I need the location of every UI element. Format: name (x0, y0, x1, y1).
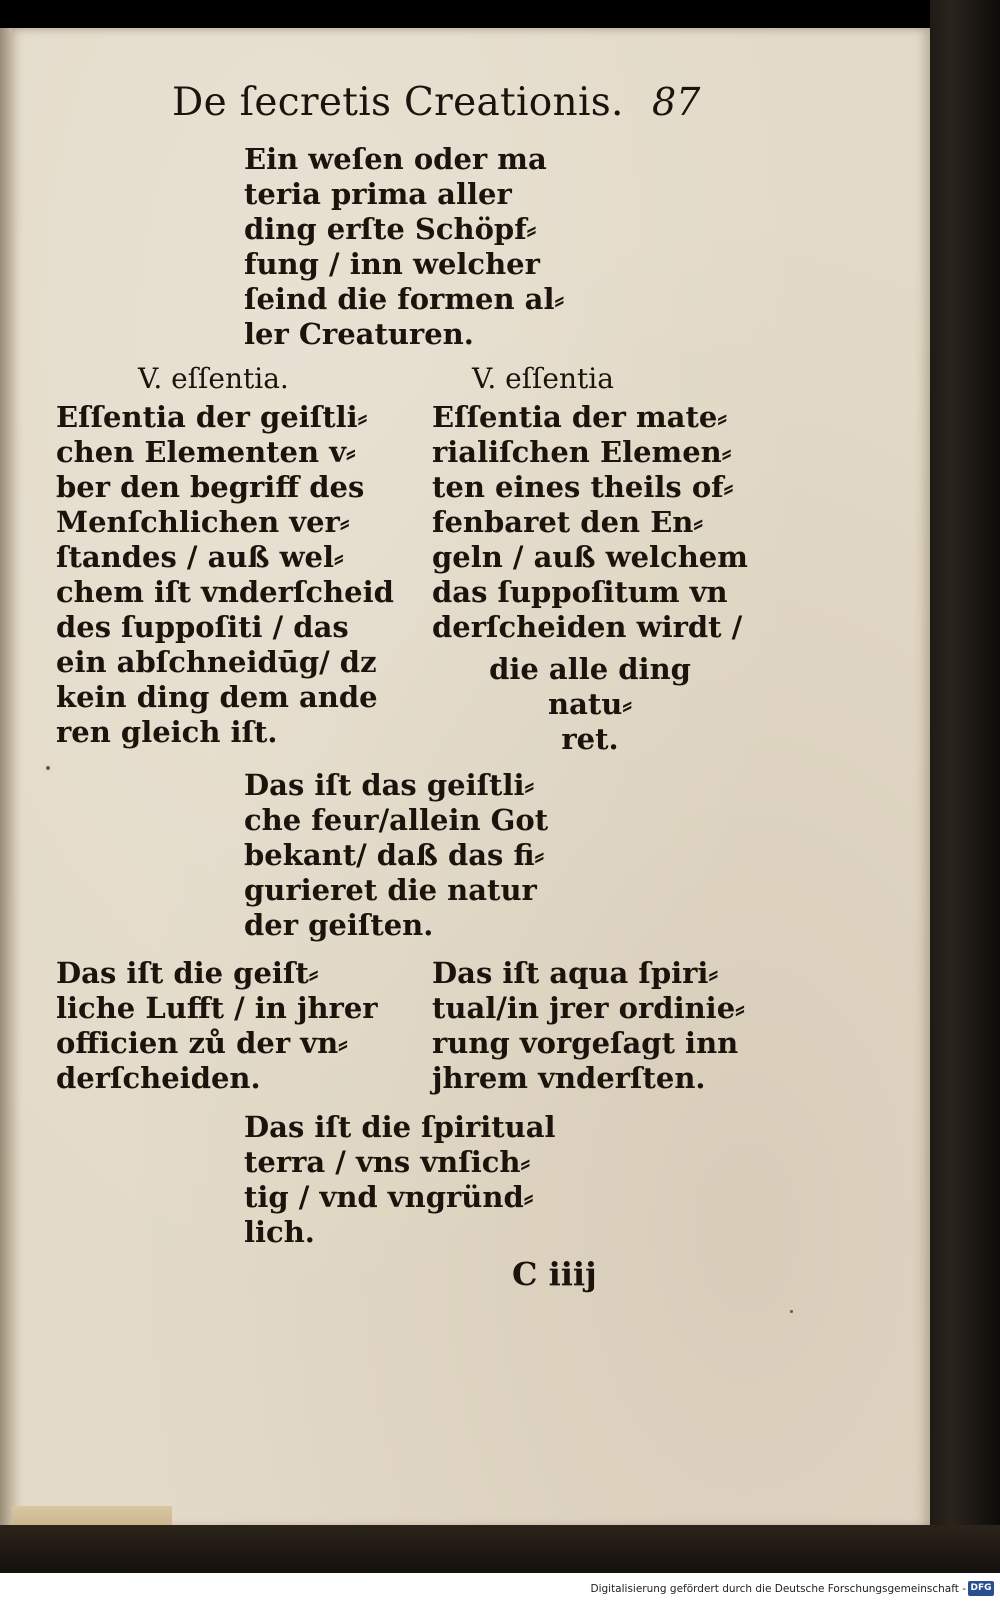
text-line: des ſuppoſiti / das (56, 610, 349, 644)
right-column (432, 400, 748, 645)
text-line: der geiſten. (244, 908, 434, 942)
right-lower-block (432, 956, 745, 1096)
text-line: chen Elementen v⸗ (56, 435, 356, 469)
text-line: rialiſchen Elemen⸗ (432, 435, 732, 469)
funding-credit: Digitalisierung gefördert durch die Deutsche Forschungsgemeinschaft - (590, 1583, 966, 1595)
text-line: Eſſentia der mate⸗ (432, 400, 727, 434)
text-line: liche Lufft / in jhrer (56, 991, 378, 1025)
left-lower-block (56, 956, 378, 1096)
text-line: ſtandes / auß wel⸗ (56, 540, 344, 574)
text-line: ten eines theils of⸗ (432, 470, 734, 504)
text-line: Ein weſen oder ma (244, 142, 547, 176)
text-line: ren gleich iſt. (56, 715, 278, 749)
text-line: terra / vns vnſich⸗ (244, 1145, 531, 1179)
text-line: rung vorgeſagt inn (432, 1026, 739, 1060)
signature-mark: C iiij (512, 1255, 597, 1293)
scan-border-right (930, 0, 1000, 1560)
text-line: fenbaret den En⸗ (432, 505, 704, 539)
text-line: natu⸗ (547, 687, 632, 721)
middle-block (244, 768, 548, 943)
text-line: lich. (244, 1215, 315, 1249)
text-line: ein abſchneidūg/ dz (56, 645, 377, 679)
text-line: Das iſt aqua ſpiri⸗ (432, 956, 719, 990)
text-line: officien zů der vn⸗ (56, 1026, 348, 1060)
right-column-heading: V. eſſentia (472, 362, 614, 395)
text-line: die alle ding (489, 652, 691, 686)
text-line: geln / auß welchem (432, 540, 748, 574)
text-line: derſcheiden wirdt / (432, 610, 743, 644)
text-line: ler Creaturen. (244, 317, 474, 351)
text-line: chem iſt vnderſcheid (56, 575, 394, 609)
text-line: Menſchlichen ver⸗ (56, 505, 350, 539)
text-line: jhrem vnderſten. (432, 1061, 706, 1095)
intro-block (244, 142, 564, 352)
text-line: ſeind die formen al⸗ (244, 282, 565, 316)
text-line: Eſſentia der geiſtli⸗ (56, 400, 368, 434)
text-line: che feur/allein Got (244, 803, 549, 837)
ink-speck (790, 1310, 793, 1313)
text-line: Das iſt die geiſt⸗ (56, 956, 319, 990)
text-line: ret. (561, 722, 619, 756)
right-column-tail (470, 652, 710, 757)
text-line: fung / inn welcher (244, 247, 540, 281)
bottom-block (244, 1110, 556, 1250)
scan-border-bottom (0, 1525, 1000, 1573)
text-line: Das iſt das geiſtli⸗ (244, 768, 535, 802)
text-line: teria prima aller (244, 177, 512, 211)
text-line: ding erſte Schöpf⸗ (244, 212, 537, 246)
text-line: tig / vnd vngründ⸗ (244, 1180, 534, 1214)
left-column (56, 400, 394, 750)
running-head: De ſecretis Creationis. (172, 80, 624, 125)
folio-number: 87 (652, 80, 701, 124)
text-line: bekant/ daß das fi⸗ (244, 838, 545, 872)
ink-speck (46, 766, 50, 770)
text-line: ber den begriff des (56, 470, 365, 504)
dfg-logo: DFG (968, 1581, 994, 1596)
text-line: das ſuppoſitum vn (432, 575, 728, 609)
text-line: Das iſt die ſpiritual (244, 1110, 556, 1144)
text-line: tual/in jrer ordinie⸗ (432, 991, 745, 1025)
text-line: derſcheiden. (56, 1061, 261, 1095)
text-line: kein ding dem ande (56, 680, 378, 714)
text-line: gurieret die natur (244, 873, 537, 907)
left-column-heading: V. eſſentia. (138, 362, 289, 395)
